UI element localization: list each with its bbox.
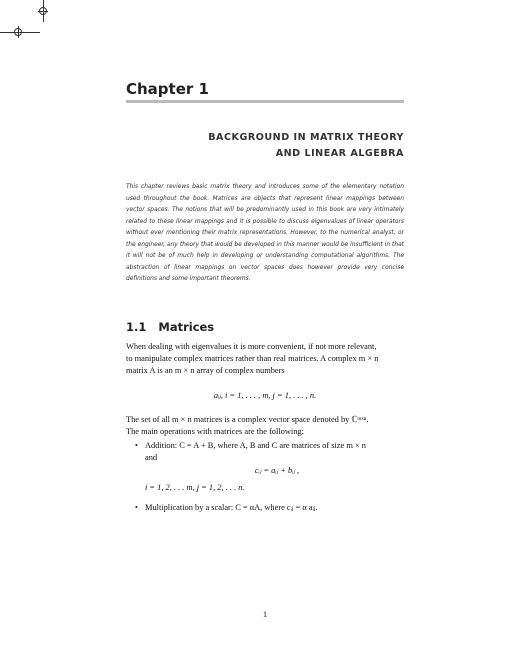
intro-line-3: matrix A is an m × n array of complex numbers — [126, 366, 285, 375]
section-title: Matrices — [158, 320, 215, 334]
scalar-multiplication-line: Multiplication by a scalar: C = αA, where cᵢⱼ = α aᵢⱼ. — [145, 503, 318, 512]
chapter-heading-line1: BACKGROUND IN MATRIX THEORY — [208, 132, 404, 143]
chapter-rule — [126, 100, 404, 103]
crop-mark-top-circle — [39, 7, 47, 15]
page-number: 1 — [262, 609, 268, 619]
matrix-entries-equation: aᵢⱼ, i = 1, . . . , m, j = 1, . . . , n. — [213, 391, 317, 400]
vector-space-line-1: The set of all m × n matrices is a complex vector space denoted by ℂᵐˣⁿ. — [126, 415, 369, 424]
intro-line-1: When dealing with eigenvalues it is more convenient, if not more relevant, — [126, 342, 377, 351]
bullet-scalar: • — [135, 503, 138, 512]
intro-line-2: to manipulate complex matrices rather than real matrices. A complex m × n — [126, 354, 379, 363]
section-number: 1.1 — [126, 320, 147, 334]
section-heading — [126, 320, 214, 334]
bullet-addition: • — [135, 441, 138, 450]
chapter-heading-line2: AND LINEAR ALGEBRA — [275, 148, 404, 159]
chapter-heading — [165, 130, 404, 162]
chapter-abstract: This chapter reviews basic matrix theory and introduces some of the elementary notation used throughout the book. Matrices are objects that represent linear mappings between vector spaces. The notions that will be predominantly used in this book are very intimately related to these linear mappings and it is possible to discuss eigenvalues of linear operators without ever mentioning their matrix representations. However, to the numerical analyst, or the engineer, any theory that would be developed in this manner would be insufficient in that it will not be of much help in developing or understanding computational algorithms. The abstraction of linear mappings on vector spaces does however provide very concise definitions and some important theorems. — [126, 184, 404, 282]
addition-line-1: Addition: C = A + B, where A, B and C are matrices of size m × n — [145, 441, 366, 450]
vector-space-line-2: The main operations with matrices are the following: — [126, 427, 304, 436]
chapter-label: Chapter 1 — [126, 80, 209, 98]
addition-equation: cᵢⱼ = aᵢⱼ + bᵢⱼ , — [254, 466, 300, 475]
addition-index-range: i = 1, 2, . . . m, j = 1, 2, . . . n. — [145, 483, 245, 492]
crop-mark-left-circle — [14, 28, 22, 36]
addition-line-2: and — [145, 453, 158, 462]
